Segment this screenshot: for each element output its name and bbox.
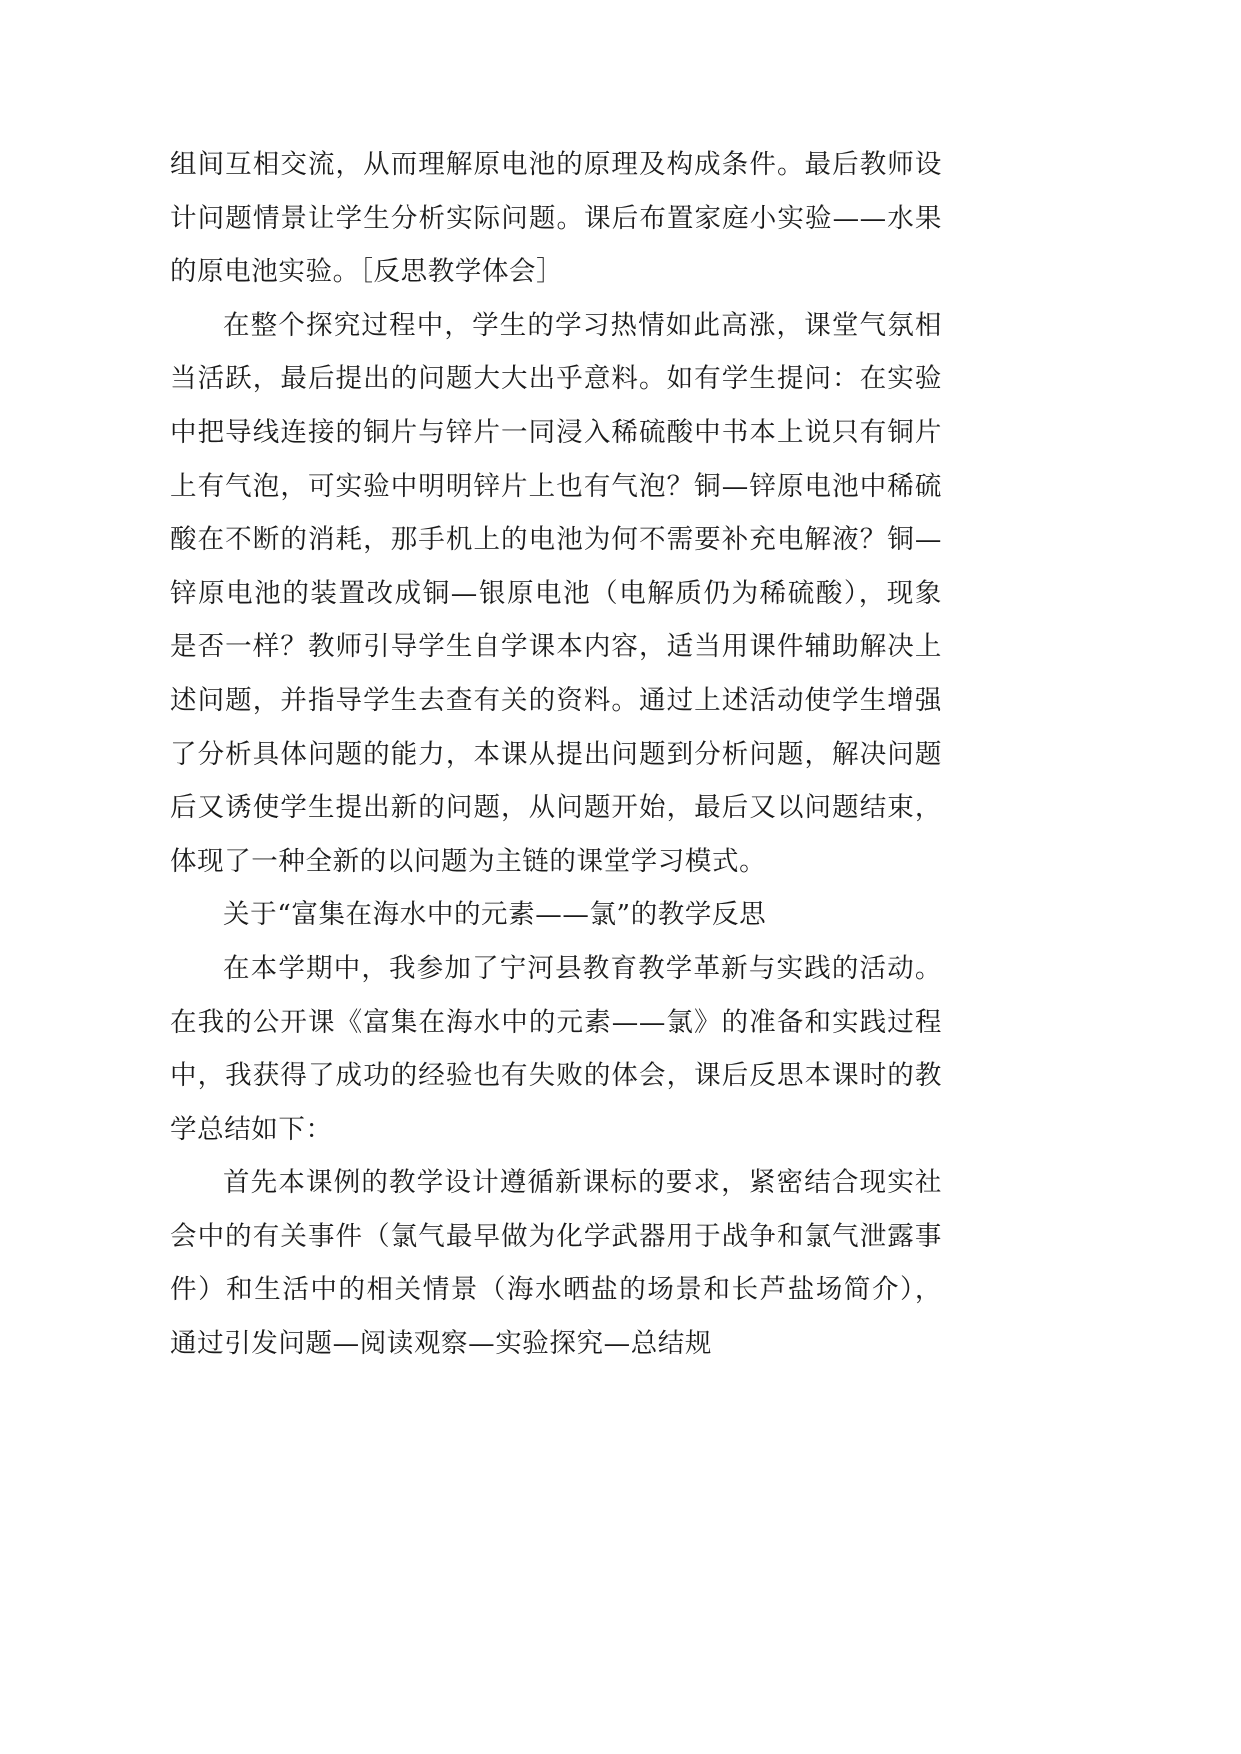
paragraph-design: 首先本课例的教学设计遵循新课标的要求，紧密结合现实社会中的有关事件（氯气最早做为化学武器用于战争和氯气泄露事件）和生活中的相关情景（海水晒盐的场景和长芦盐场简介），通过引发问题—阅读观察—实验探究—总结规 [170, 1167, 942, 1360]
paragraph-continuation: 组间互相交流，从而理解原电池的原理及构成条件。最后教师设计问题情景让学生分析实际问题。课后布置家庭小实验——水果的原电池实验。［反思教学体会］ [170, 149, 942, 288]
document-body [170, 138, 942, 1371]
paragraph-reflection: 在整个探究过程中，学生的学习热情如此高涨，课堂气氛相当活跃，最后提出的问题大大出乎意料。如有学生提问：在实验中把导线连接的铜片与锌片一同浸入稀硫酸中书本上说只有铜片上有气泡，可实验中明明锌片上也有气泡？铜—锌原电池中稀硫酸在不断的消耗，那手机上的电池为何不需要补充电解液？铜—锌原电池的装置改成铜—银原电池（电解质仍为稀硫酸），现象是否一样？教师引导学生自学课本内容，适当用课件辅助解决上述问题，并指导学生去查有关的资料。通过上述活动使学生增强了分析具体问题的能力，本课从提出问题到分析问题，解决问题后又诱使学生提出新的问题，从问题开始，最后又以问题结束，体现了一种全新的以问题为主链的课堂学习模式。 [170, 309, 942, 877]
paragraph-intro: 在本学期中，我参加了宁河县教育教学革新与实践的活动。在我的公开课《富集在海水中的元素——氯》的准备和实践过程中，我获得了成功的经验也有失败的体会，课后反思本课时的教学总结如下： [170, 952, 942, 1145]
section-heading: 关于“富集在海水中的元素——氯”的教学反思 [223, 899, 767, 931]
